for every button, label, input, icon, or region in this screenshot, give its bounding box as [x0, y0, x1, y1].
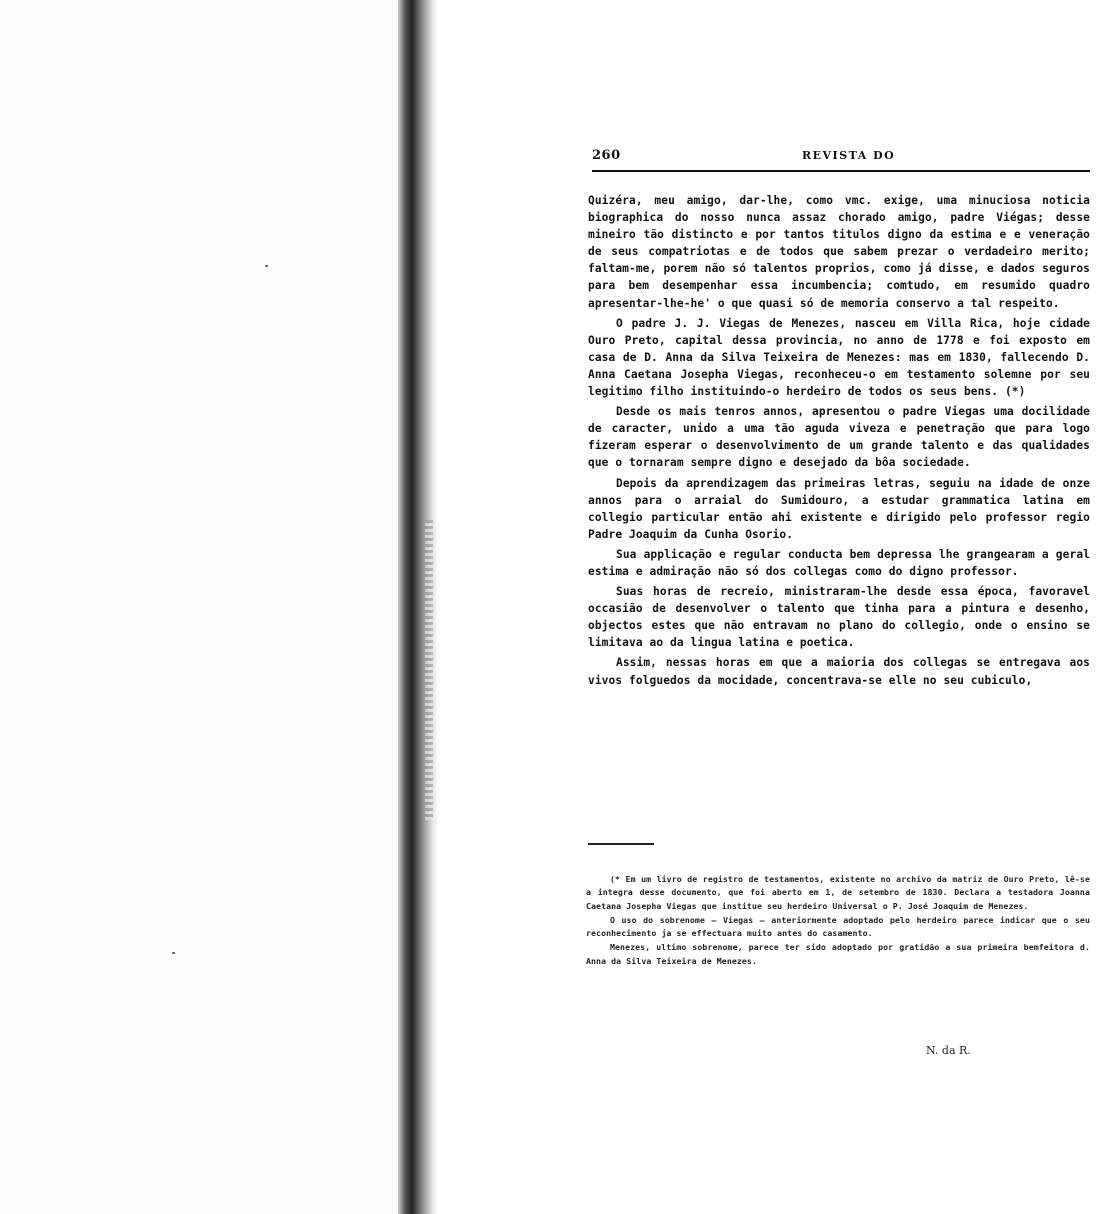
footnotes: [586, 872, 1090, 968]
footnote-rule: [588, 843, 654, 845]
header-rule: [592, 170, 1090, 172]
paragraph: Desde os mais tenros annos, apresentou o padre Viegas uma docilidade de caracter, unido a uma tão aguda viveza e penetração que para logo fizeram esperar o desenvolvimento de um grande talento e das qualidades que o tornaram sempre digno e desejado da bôa sociedade.: [588, 405, 1090, 470]
footnote: O uso do sobrenome — Viegas — anteriormente adoptado pelo herdeiro parece indicar que o seu reconhecimento ja se effectuara muito antes do casamento.: [586, 914, 1090, 939]
paragraph: Assim, nessas horas em que a maioria dos collegas se entregava aos vivos folguedos da mocidade, concentrava-se elle no seu cubiculo,: [588, 656, 1090, 687]
paragraph: Quizéra, meu amigo, dar-lhe, como vmc. exige, uma minuciosa noticia biographica do nosso nunca assaz chorado amigo, padre Viégas; desse mineiro tão distincto e por tantos titulos digno da estima e e veneração de seus compatriotas e de todos que sabem prezar o verdadeiro merito; faltam-me, porem não só talentos proprios, como já disse, e dados seguros para bem desempenhar essa incumbencia; comtudo, em resumido quadro apresentar-lhe-he' o que quasi só de memoria conservo a tal respeito.: [588, 194, 1090, 310]
body-text: [588, 192, 1090, 689]
page-header: [592, 148, 1090, 168]
paragraph: O padre J. J. Viegas de Menezes, nasceu em Villa Rica, hoje cidade Ouro Preto, capital dessa provincia, no anno de 1778 e foi exposto em casa de D. Anna da Silva Teixeira de Menezes: mas em 1830, fallecendo D. Anna Caetana Josepha Viegas, reconheceu-o em testamento solemne por seu legitimo filho instituindo-o herdeiro de todos os seus bens. (*): [588, 316, 1090, 399]
page-speck: [265, 265, 268, 267]
gutter-bleed-through: [425, 520, 433, 820]
footnote-signature: N. da R.: [926, 1044, 971, 1057]
footnote: (* Em um livro de registro de testamentos, existente no archivo da matriz de Ouro Preto, lê-se a integra desse documento, que foi aberto em 1, de setembro de 1830. Declara a testadora Joanna Caetana Josepha Viegas que institue seu herdeiro Universal o P. José Joaquim de Menezes.: [586, 874, 1090, 911]
paragraph: Suas horas de recreio, ministraram-lhe desde essa época, favoravel occasião de desenvolver o talento que tinha para a pintura e desenho, objectos estes que não entravam no plano do collegio, onde o ensino se limitava ao da lingua latina e poetica.: [588, 585, 1090, 650]
running-title: REVISTA DO: [802, 149, 896, 162]
page-speck: [172, 952, 175, 954]
paragraph: Depois da aprendizagem das primeiras letras, seguiu na idade de onze annos para o arraial do Sumidouro, a estudar grammatica latina em collegio particular então ahi existente e dirigido pelo professor regio Padre Joaquim da Cunha Osorio.: [588, 476, 1090, 541]
paragraph: Sua applicação e regular conducta bem depressa lhe grangearam a geral estima e admiração não só dos collegas como do digno professor.: [588, 547, 1090, 578]
footnote: Menezes, ultimo sobrenome, parece ter sido adoptado por gratidão a sua primeira bemfeitora d. Anna da Silva Teixeira de Menezes.: [586, 942, 1090, 966]
page-number: 260: [592, 148, 621, 163]
left-page-blank: [0, 0, 400, 1214]
